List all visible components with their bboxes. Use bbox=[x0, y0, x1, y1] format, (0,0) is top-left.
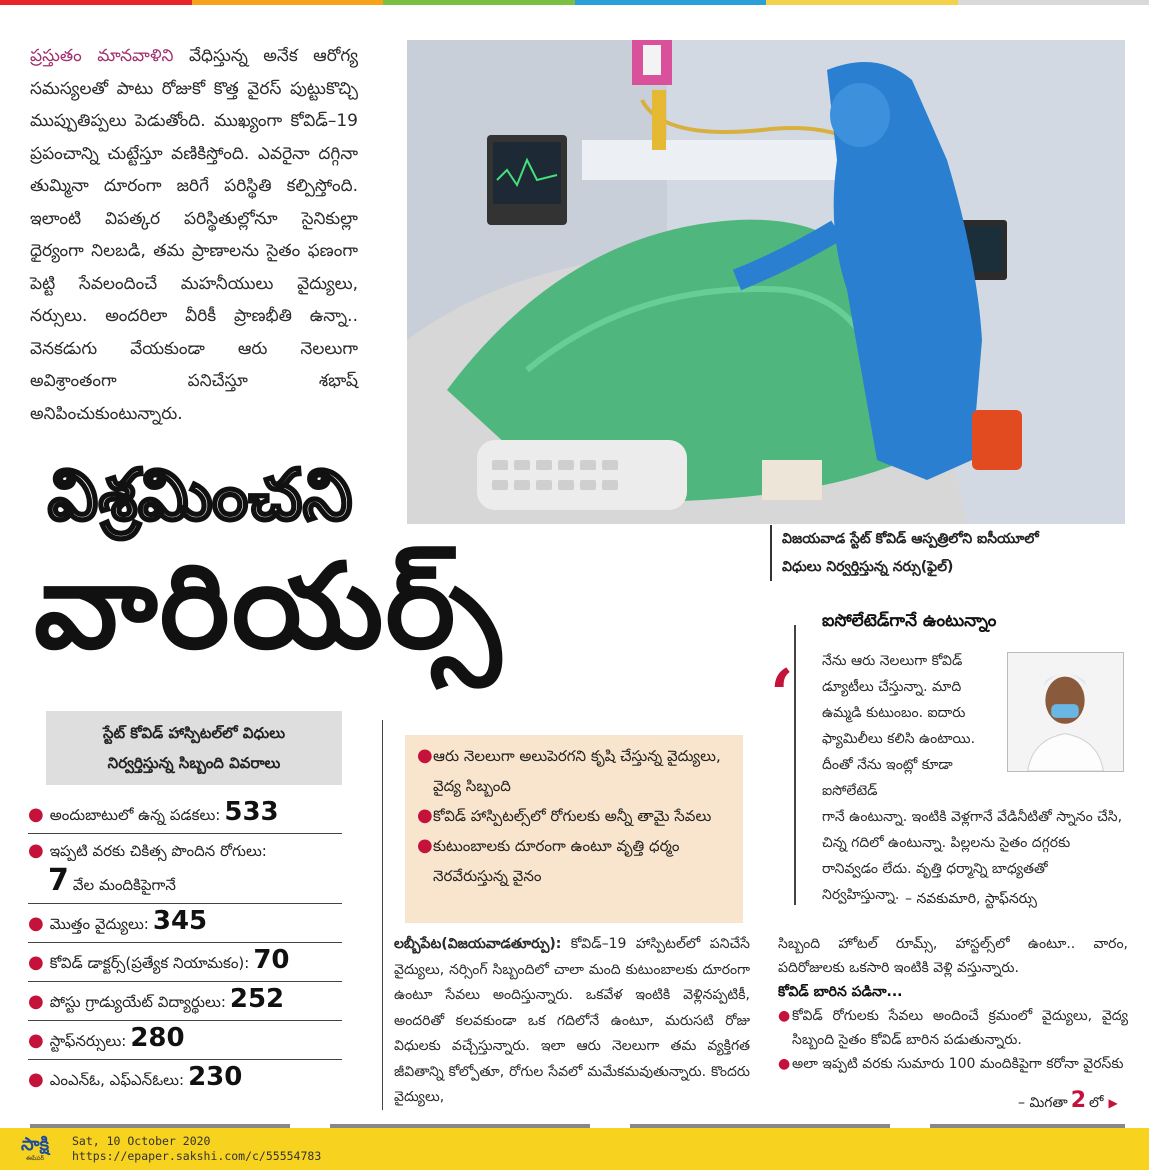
intro-highlight: ప్రస్తుతం మానవాళిని bbox=[30, 46, 174, 66]
isolation-text-narrow: నేను ఆరు నెలలుగా కోవిడ్ డ్యూటీలు చేస్తున్నా. మాది ఉమ్మడి కుటుంబం. ఐదారు ఫ్యామిలీలు కలిసి ఉంటాయి. దీంతో నేను ఇంట్లో కూడా ఐసోలేటెడ్ bbox=[822, 653, 976, 799]
bullet-icon: ● bbox=[28, 913, 44, 934]
stat-suffix: వేల మందికిపైగానే bbox=[72, 876, 176, 894]
article-text: కోవిడ్–19 హాస్పిటల్‌లో పనిచేసే వైద్యులు, నర్సింగ్ సిబ్బందిలో చాలా మంది కుటుంబాలకు దూరంగా ఉంటూ సేవలు అందిస్తున్నారు. ఒకవేళ ఇంటికి వెళ్లినప్పటికీ, అందరితో కలవకుండా ఒక గదిలోనే ఉంటూ, మరుసటి రోజు విధులకు వచ్చేస్తున్నారు. ఇలా ఆరు నెలలుగా తమ వ్యక్తిగత జీవితాన్ని కోల్పోతూ, రోగుల సేవలో మమేకమవుతున్నారు. కొందరు వైద్యులు, bbox=[394, 936, 750, 1105]
bullet-icon: ● bbox=[28, 952, 44, 973]
icu-scene-illustration bbox=[407, 40, 1125, 524]
highlight-item bbox=[417, 741, 733, 801]
highlights-box bbox=[405, 735, 743, 923]
strip-segment bbox=[383, 0, 575, 5]
stat-row-staff-nurses bbox=[28, 1021, 342, 1060]
strip-segment bbox=[575, 0, 767, 5]
play-arrow-icon: ▶ bbox=[1108, 1096, 1118, 1110]
article-column-2 bbox=[778, 932, 1128, 1076]
staff-stats-list bbox=[28, 795, 342, 1098]
stat-value: 7 bbox=[48, 863, 69, 898]
list-item-text: అలా ఇప్పటి వరకు సుమారు 100 మందికిపైగా కరోనా వైరస్‌కు bbox=[792, 1056, 1124, 1072]
stat-value: 230 bbox=[188, 1062, 243, 1092]
footer-meta bbox=[72, 1134, 321, 1164]
strip-segment bbox=[766, 0, 958, 5]
quote-signature: – నవకుమారి, స్టాఫ్‌నర్సు bbox=[905, 891, 1037, 907]
bullet-icon: ● bbox=[778, 1008, 791, 1024]
nurse-portrait-illustration bbox=[1008, 653, 1123, 771]
stat-row-covid-doctors bbox=[28, 943, 342, 982]
strip-segment bbox=[0, 0, 192, 5]
bullet-icon: ● bbox=[28, 1069, 44, 1090]
stat-label: మొత్తం వైద్యులు: bbox=[49, 915, 149, 933]
stat-label: ఎంఎన్ఓ, ఎఫ్ఎన్ఓలు: bbox=[49, 1071, 185, 1089]
stat-row-mno-fno bbox=[28, 1060, 342, 1098]
bullet-icon: ● bbox=[417, 745, 433, 766]
intro-paragraph bbox=[30, 40, 358, 430]
stat-row-beds bbox=[28, 795, 342, 834]
continued-suffix: లో bbox=[1089, 1095, 1104, 1111]
highlight-text: ఆరు నెలలుగా అలుపెరగని కృషి చేస్తున్న వైద్యులు, వైద్య సిబ్బంది bbox=[433, 747, 721, 795]
intro-text: వేధిస్తున్న అనేక ఆరోగ్య సమస్యలతో పాటు రోజుకో కొత్త వైరస్ పుట్టుకొచ్చి ముప్పుతిప్పలు పెడుతోంది. ముఖ్యంగా కోవిడ్–19 ప్రపంచాన్ని చుట్టేస్తూ వణికిస్తోంది. ఎవరైనా దగ్గినా తుమ్మినా దూరంగా జరిగే పరిస్థితి కల్పిస్తోంది. ఇలాంటి విపత్కర పరిస్థితుల్లోనూ సైనికుల్లా ధైర్యంగా నిలబడి, తమ ప్రాణాలను సైతం ఫణంగా పెట్టి సేవలందించే మహనీయులు వైద్యులు, నర్సులు. అందరిలా వీరికీ ప్రాణభీతి ఉన్నా.. వెనకడుగు వేయకుండా ఆరు నెలలుగా అవిశ్రాంతంగా పనిచేస్తూ శభాష్ అనిపించుకుంటున్నారు. bbox=[30, 46, 358, 424]
dateline: లబ్బీపేట(విజయవాడతూర్పు): bbox=[394, 936, 562, 952]
stat-value: 252 bbox=[229, 984, 285, 1014]
staff-details-box bbox=[46, 711, 342, 785]
headline-line-2: వారియర్స్ bbox=[34, 537, 503, 675]
top-color-strip bbox=[0, 0, 1149, 5]
stat-value: 533 bbox=[224, 797, 279, 827]
stat-row-doctors bbox=[28, 904, 342, 943]
sidebar-divider bbox=[794, 625, 796, 905]
icu-photo bbox=[407, 40, 1125, 524]
highlight-item bbox=[417, 831, 733, 891]
stat-value: 345 bbox=[152, 906, 208, 936]
bullet-icon: ● bbox=[28, 840, 44, 861]
stat-label: అందుబాటులో ఉన్న పడకలు: bbox=[49, 806, 221, 824]
bullet-icon: ● bbox=[778, 1056, 791, 1072]
logo-name: సాక్షి bbox=[21, 1134, 49, 1155]
nurse-portrait bbox=[1007, 652, 1124, 772]
headline-line-1: విశ్రమించని bbox=[48, 454, 354, 536]
quote-mark-icon: ‘ bbox=[770, 655, 794, 735]
epaper-footer bbox=[0, 1128, 1149, 1170]
continued-prefix: – మిగతా bbox=[1018, 1095, 1068, 1111]
subheading: కోవిడ్ బారిన పడినా... bbox=[778, 984, 903, 1000]
column-2-intro: సిబ్బంది హోటల్ రూమ్స్, హాస్టల్స్‌లో ఉంటూ.. వారం, పదిరోజులకు ఒకసారి ఇంటికి వెళ్లి వస్తున్నారు. bbox=[778, 936, 1128, 976]
highlight-item bbox=[417, 801, 733, 831]
stat-row-pg-students bbox=[28, 982, 342, 1021]
list-item bbox=[778, 1052, 1128, 1076]
photo-caption bbox=[770, 525, 1125, 581]
list-item-text: కోవిడ్ రోగులకు సేవలు అందించే క్రమంలో వైద్యులు, వైద్య సిబ్బంది సైతం కోవిడ్ బారిన పడుతున్నారు. bbox=[792, 1008, 1128, 1048]
article-column-1 bbox=[394, 932, 750, 1111]
isolation-text-wide: గానే ఉంటున్నా. ఇంటికి వెళ్లగానే వేడినీటితో స్నానం చేసి, చిన్న గదిలో ఉంటున్నా. పిల్లలను సైతం దగ్గరకు రానివ్వడం లేదు. వృత్తి ధర్మాన్ని బాధ్యతతో నిర్వహిస్తున్నా. bbox=[822, 809, 1123, 903]
isolation-title: ఐసోలేటెడ్‌గానే ఉంటున్నాం bbox=[822, 611, 997, 631]
stat-label: పోస్టు గ్రాడ్యుయేట్ విద్యార్థులు: bbox=[49, 993, 226, 1011]
strip-segment bbox=[958, 0, 1149, 5]
stat-row-patients bbox=[28, 834, 342, 904]
strip-segment bbox=[192, 0, 384, 5]
logo-tag: ఈపేపర్ bbox=[25, 1155, 45, 1162]
stat-value: 280 bbox=[130, 1023, 185, 1053]
stat-label: కోవిడ్ డాక్టర్స్(ప్రత్యేక నియామకం): bbox=[49, 954, 250, 972]
stat-value-wrap bbox=[28, 863, 342, 900]
footer-date: Sat, 10 October 2020 bbox=[72, 1134, 211, 1148]
stat-value: 70 bbox=[253, 945, 290, 975]
staff-box-line-1: స్టేట్ కోవిడ్ హాస్పిటల్‌లో విధులు bbox=[102, 724, 286, 742]
bullet-icon: ● bbox=[28, 991, 44, 1012]
stat-label: ఇప్పటి వరకు చికిత్స పొందిన రోగులు: bbox=[49, 842, 267, 860]
stat-label: స్టాఫ్‌నర్సులు: bbox=[49, 1032, 127, 1050]
list-item bbox=[778, 1004, 1128, 1052]
column-divider bbox=[382, 720, 383, 1110]
highlight-text: కోవిడ్ హాస్పిటల్స్‌లో రోగులకు అన్నీ తామై సేవలు bbox=[433, 807, 712, 825]
caption-line-1: విజయవాడ స్టేట్ కోవిడ్ ఆస్పత్రిలోని ఐసీయూలో bbox=[782, 531, 1039, 547]
sakshi-logo[interactable] bbox=[4, 1128, 66, 1170]
bullet-icon: ● bbox=[417, 835, 433, 856]
highlight-text: కుటుంబాలకు దూరంగా ఉంటూ వృత్తి ధర్మం నెరవేరుస్తున్న వైనం bbox=[433, 837, 680, 885]
bullet-icon: ● bbox=[417, 805, 433, 826]
continued-page-number: 2 bbox=[1070, 1088, 1087, 1113]
footer-url[interactable]: https://epaper.sakshi.com/c/55554783 bbox=[72, 1149, 322, 1163]
bullet-icon: ● bbox=[28, 804, 44, 825]
continued-on-page[interactable] bbox=[1018, 1088, 1118, 1114]
caption-line-2: విధులు నిర్వర్తిస్తున్న నర్సు(ఫైల్) bbox=[782, 559, 954, 575]
staff-box-line-2: నిర్వర్తిస్తున్న సిబ్బంది వివరాలు bbox=[107, 754, 281, 772]
bullet-icon: ● bbox=[28, 1030, 44, 1051]
